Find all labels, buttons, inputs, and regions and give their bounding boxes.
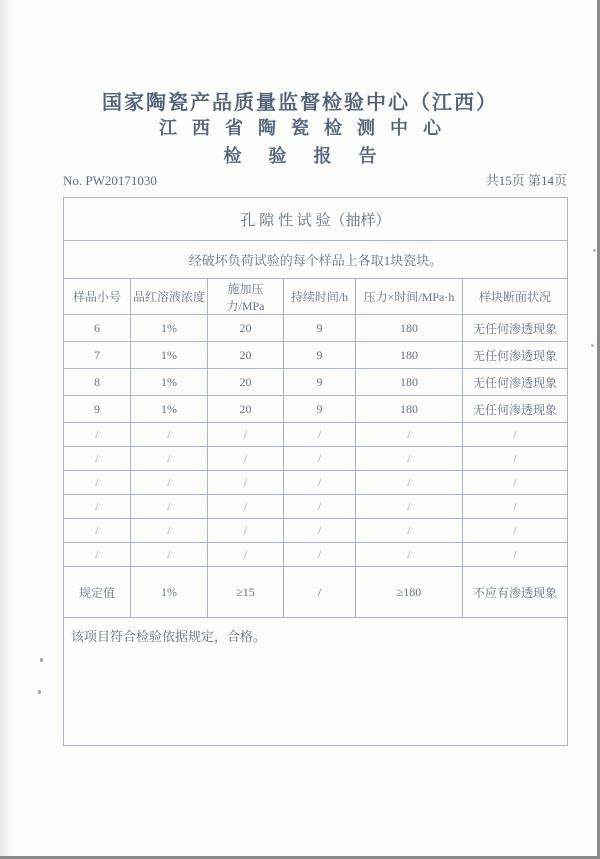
table-cell: /: [463, 471, 568, 495]
table-cell: /: [64, 495, 131, 519]
table-cell: 9: [64, 396, 131, 423]
org-name-line2: 江西省陶瓷检测中心: [159, 118, 456, 138]
table-note: 经破坏负荷试验的每个样品上各取1块瓷块。: [64, 241, 568, 279]
scan-speck: [591, 344, 594, 347]
table-cell: 8: [64, 369, 131, 396]
table-cell: 180: [356, 396, 463, 423]
report-title: 检验报告: [223, 146, 404, 166]
column-header: 品红溶液浓度: [131, 279, 208, 315]
table-cell: 无任何渗透现象: [463, 369, 568, 396]
table-cell: /: [284, 495, 356, 519]
table-cell: /: [64, 543, 131, 567]
table-cell: ≥180: [356, 567, 463, 618]
table-cell: 180: [356, 342, 463, 369]
table-row: [64, 519, 568, 543]
table-row: [64, 423, 568, 447]
column-header: 施加压力/MPa: [208, 279, 284, 315]
table-row: [64, 342, 568, 369]
table-row: [64, 567, 568, 618]
table-cell: 9: [284, 369, 356, 396]
conclusion-text: 该项目符合检验依据规定，合格。: [64, 618, 568, 746]
table-header-row: [64, 279, 568, 315]
table-row: [64, 315, 568, 342]
table-cell: /: [131, 447, 208, 471]
table-cell: 1%: [131, 342, 208, 369]
scan-speck: [40, 658, 43, 662]
org-name-line1: 国家陶瓷产品质量监督检验中心（江西）: [102, 92, 498, 114]
table-row: [64, 447, 568, 471]
table-cell: 无任何渗透现象: [463, 315, 568, 342]
table-cell: /: [284, 423, 356, 447]
table-cell: /: [64, 471, 131, 495]
column-header: 样品小号: [64, 279, 131, 315]
table-cell: 20: [208, 315, 284, 342]
table-row: [64, 495, 568, 519]
meta-row: [63, 170, 567, 189]
table-section-title-row: [64, 198, 568, 241]
table-cell: /: [356, 519, 463, 543]
table-cell: 180: [356, 369, 463, 396]
table-cell: /: [208, 519, 284, 543]
table-section-title: 孔 隙 性 试 验（抽样）: [64, 198, 568, 241]
table-cell: /: [284, 471, 356, 495]
table-cell: /: [463, 423, 568, 447]
table-conclusion-row: [64, 618, 568, 746]
table-row: [64, 396, 568, 423]
table-cell: 1%: [131, 567, 208, 618]
column-header: 持续时间/h: [284, 279, 356, 315]
table-cell: 20: [208, 342, 284, 369]
table-row: [64, 543, 568, 567]
table-cell: /: [356, 543, 463, 567]
table-cell: 1%: [131, 369, 208, 396]
table-cell: 无任何渗透现象: [463, 342, 568, 369]
column-header: 样块断面状况: [463, 279, 568, 315]
table-cell: 20: [208, 396, 284, 423]
table-cell: 1%: [131, 396, 208, 423]
table-cell: /: [208, 471, 284, 495]
table-cell: /: [64, 447, 131, 471]
table-cell: /: [131, 423, 208, 447]
table-cell: /: [131, 519, 208, 543]
table-cell: 无任何渗透现象: [463, 396, 568, 423]
table-cell: 不应有渗透现象: [463, 567, 568, 618]
porosity-test-table: [63, 197, 568, 746]
table-cell: /: [284, 519, 356, 543]
table-cell: /: [208, 423, 284, 447]
table-cell: /: [284, 567, 356, 618]
table-cell: /: [208, 447, 284, 471]
table-cell: /: [64, 519, 131, 543]
table-cell: /: [356, 471, 463, 495]
table-cell: /: [356, 423, 463, 447]
table-cell: 9: [284, 342, 356, 369]
table-cell: 9: [284, 315, 356, 342]
table-cell: /: [64, 423, 131, 447]
column-header: 压力×时间/MPa·h: [356, 279, 463, 315]
table-cell: 规定值: [64, 567, 131, 618]
table-cell: /: [284, 543, 356, 567]
table-cell: /: [463, 495, 568, 519]
table-cell: ≥15: [208, 567, 284, 618]
scan-speck: [38, 690, 41, 694]
table-cell: /: [284, 447, 356, 471]
table-cell: 180: [356, 315, 463, 342]
table-cell: /: [463, 447, 568, 471]
table-cell: 9: [284, 396, 356, 423]
table-cell: /: [356, 447, 463, 471]
table-cell: /: [131, 543, 208, 567]
table-cell: /: [208, 543, 284, 567]
page-indicator: 共15页 第14页: [485, 173, 567, 188]
table-cell: /: [208, 495, 284, 519]
scan-speck: [593, 249, 596, 252]
table-row: [64, 471, 568, 495]
table-cell: /: [131, 471, 208, 495]
table-cell: 1%: [131, 315, 208, 342]
table-cell: /: [356, 495, 463, 519]
table-cell: /: [131, 495, 208, 519]
table-note-row: [64, 241, 568, 279]
table-cell: 6: [64, 315, 131, 342]
table-cell: /: [463, 543, 568, 567]
table-row: [64, 369, 568, 396]
table-cell: 20: [208, 369, 284, 396]
report-number: No. PW20171030: [63, 173, 157, 188]
table-cell: /: [463, 519, 568, 543]
table-cell: 7: [64, 342, 131, 369]
